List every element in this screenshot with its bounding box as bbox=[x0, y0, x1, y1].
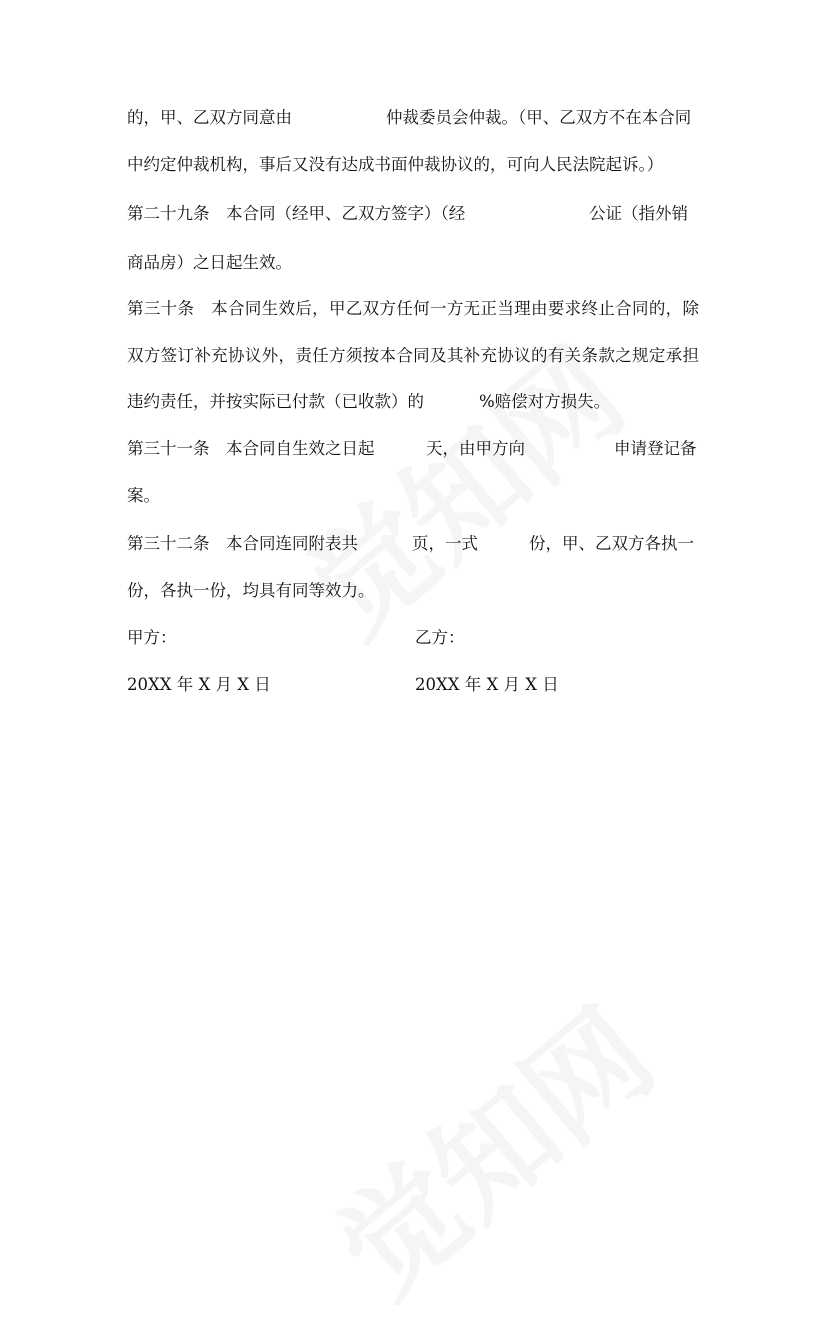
art31-line-1-part-c: 申请登记备 bbox=[614, 439, 697, 458]
art32-line-1-part-b: 页，一式 bbox=[412, 534, 478, 553]
signature-dates-row bbox=[127, 674, 699, 696]
party-a-date: 20XX 年 X 月 X 日 bbox=[127, 675, 271, 694]
art32-line-1 bbox=[127, 533, 699, 555]
watermark-lower bbox=[297, 964, 683, 1327]
art30-line-3-part-a: 违约责任，并按实际已付款（已收款）的 bbox=[127, 392, 424, 411]
art32-line-1-part-a: 第三十二条 本合同连同附表共 bbox=[127, 534, 358, 553]
art29-line-2: 商品房）之日起生效。 bbox=[127, 253, 292, 272]
art30-line-2: 双方签订补充协议外，责任方须按本合同及其补充协议的有关条款之规定承担 bbox=[127, 346, 699, 365]
art28-line-2: 中约定仲裁机构，事后又没有达成书面仲裁协议的，可向人民法院起诉。） bbox=[127, 155, 664, 174]
art30-line-3-part-b: %赔偿对方损失。 bbox=[479, 392, 611, 411]
art29-line-1 bbox=[127, 203, 699, 225]
art29-line-1-part-b: 公证（指外销 bbox=[589, 204, 688, 223]
art31-line-1 bbox=[127, 438, 699, 460]
party-b-label: 乙方： bbox=[415, 628, 465, 647]
art28-line-1-part-a: 的，甲、乙双方同意由 bbox=[127, 108, 292, 127]
art31-line-2: 案。 bbox=[127, 486, 160, 505]
art28-line-1-part-b: 仲裁委员会仲裁。（甲、乙双方不在本合同 bbox=[386, 108, 692, 127]
art32-line-1-part-c: 份，甲、乙双方各执一 bbox=[529, 534, 694, 553]
art29-line-1-part-a: 第二十九条 本合同（经甲、乙双方签字）（经 bbox=[127, 204, 466, 223]
art31-line-1-part-a: 第三十一条 本合同自生效之日起 bbox=[127, 439, 375, 458]
art30-line-3 bbox=[127, 391, 699, 413]
art31-line-1-part-b: 天，由甲方向 bbox=[426, 439, 525, 458]
art30-line-1: 第三十条 本合同生效后，甲乙双方任何一方无正当理由要求终止合同的，除 bbox=[127, 299, 699, 318]
party-b-date: 20XX 年 X 月 X 日 bbox=[415, 675, 559, 694]
art32-line-2: 份，各执一份，均具有同等效力。 bbox=[127, 581, 375, 600]
signature-labels-row bbox=[127, 627, 699, 649]
art28-line-1 bbox=[127, 107, 699, 129]
party-a-label: 甲方： bbox=[127, 628, 177, 647]
